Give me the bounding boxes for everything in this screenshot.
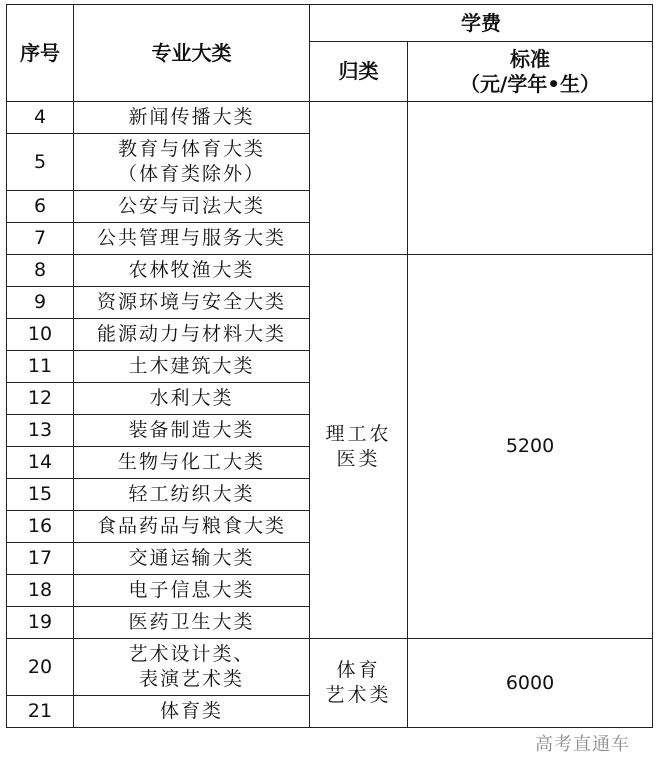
major-name: 公共管理与服务大类 (74, 223, 310, 255)
row-number: 10 (7, 319, 74, 351)
header-category: 归类 (310, 42, 408, 102)
major-name: 交通运输大类 (74, 543, 310, 575)
category-arts (310, 639, 408, 728)
fee-empty (408, 102, 653, 255)
row-number: 8 (7, 255, 74, 287)
row-number: 18 (7, 575, 74, 607)
row-number: 15 (7, 479, 74, 511)
header-standard-line1: 标准 (510, 46, 550, 71)
fee-table (6, 4, 653, 728)
major-name: 食品药品与粮食大类 (74, 511, 310, 543)
category-science (310, 255, 408, 639)
major-name: 水利大类 (74, 383, 310, 415)
major-name: 公安与司法大类 (74, 191, 310, 223)
fee-arts: 6000 (408, 639, 653, 728)
header-fee: 学费 (310, 5, 653, 42)
major-name: 轻工纺织大类 (74, 479, 310, 511)
major-name: 能源动力与材料大类 (74, 319, 310, 351)
row-number: 14 (7, 447, 74, 479)
category-science-line1: 理工农 (325, 422, 392, 445)
major-name: 电子信息大类 (74, 575, 310, 607)
row-number: 13 (7, 415, 74, 447)
row-number: 19 (7, 607, 74, 639)
header-seq: 序号 (7, 5, 74, 102)
table-row (7, 255, 653, 287)
row-number: 11 (7, 351, 74, 383)
row-number: 7 (7, 223, 74, 255)
category-arts-line1: 体育 (336, 659, 381, 681)
row-number: 16 (7, 511, 74, 543)
major-name: 新闻传播大类 (74, 102, 310, 134)
watermark-text: 高考直通车 (535, 734, 630, 755)
category-arts-line2: 艺术类 (325, 684, 392, 706)
major-name: 体育类 (74, 696, 310, 728)
row-number: 20 (7, 639, 74, 696)
major-name (74, 134, 310, 191)
row-number: 4 (7, 102, 74, 134)
category-science-line2: 医类 (336, 447, 381, 470)
major-name: 农林牧渔大类 (74, 255, 310, 287)
row-number: 5 (7, 134, 74, 191)
row-number: 12 (7, 383, 74, 415)
major-name-line1: 教育与体育大类 (117, 138, 265, 160)
major-name: 生物与化工大类 (74, 447, 310, 479)
row-number: 21 (7, 696, 74, 728)
table-row (7, 102, 653, 134)
major-name-line2: 表演艺术类 (138, 668, 244, 690)
major-name-line1: 艺术设计类、 (128, 643, 255, 665)
fee-science: 5200 (408, 255, 653, 639)
header-major: 专业大类 (74, 5, 310, 102)
header-standard-line2: （元/学年•生） (459, 71, 601, 96)
major-name: 装备制造大类 (74, 415, 310, 447)
table-row (7, 639, 653, 696)
major-name (74, 639, 310, 696)
row-number: 6 (7, 191, 74, 223)
major-name: 资源环境与安全大类 (74, 287, 310, 319)
category-empty (310, 102, 408, 255)
major-name-line2: （体育类除外） (117, 163, 265, 185)
header-standard (408, 42, 653, 102)
row-number: 9 (7, 287, 74, 319)
row-number: 17 (7, 543, 74, 575)
major-name: 土木建筑大类 (74, 351, 310, 383)
header-row-1 (7, 5, 653, 42)
major-name: 医药卫生大类 (74, 607, 310, 639)
